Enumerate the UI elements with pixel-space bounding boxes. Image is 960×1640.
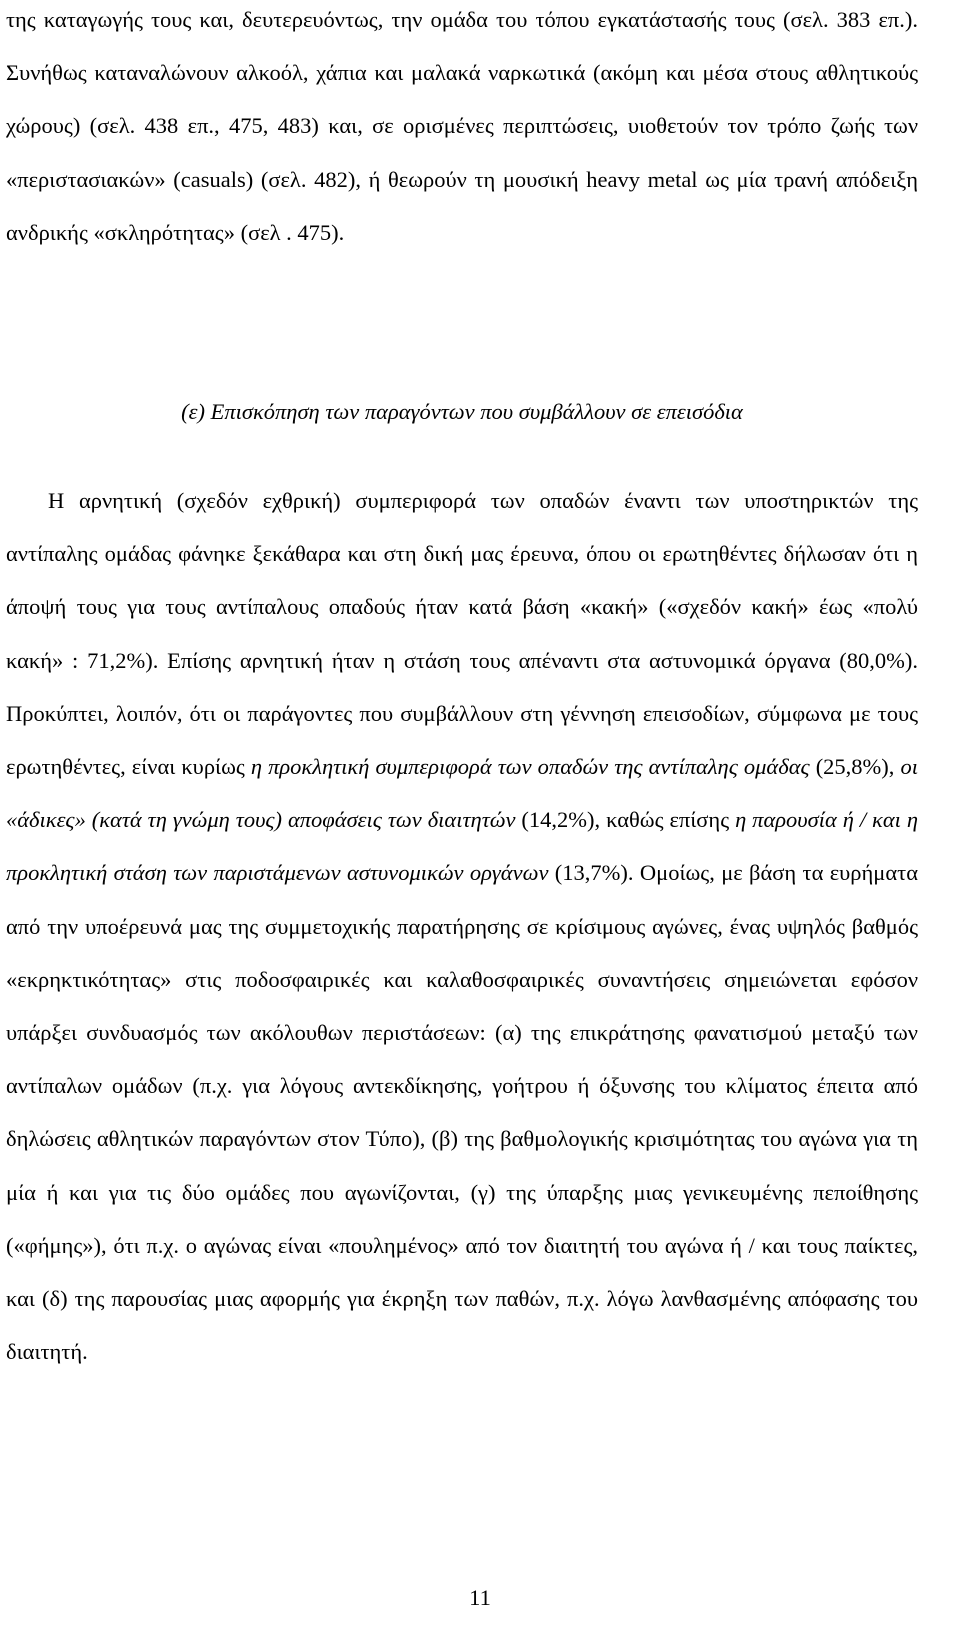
page-number: 11: [469, 1585, 491, 1610]
text-run: (25,8%),: [809, 754, 901, 780]
body-paragraph-main: [6, 474, 918, 1378]
italic-phrase: οι «άδικες» (κατά τη γνώμη τους) αποφάσεις των διαιτητών: [6, 754, 918, 833]
text-run: (13,7%). Ομοίως, με βάση τα ευρήματα από την υποέρευνά μας της συμμετοχικής παρατήρησης σε κρίσιμους αγώνες, ένας υψηλός βαθμός «εκρηκτικότητας» στις ποδοσφαιρικές και καλαθοσφαιρικές συναντήσεις σημειώνεται εφόσον υπάρξει συνδυασμός των ακόλουθων περιστάσεων: (α) της επικράτησης φανατισμού μεταξύ των αντίπαλων ομάδων (π.χ. για λόγους αντεκδίκησης, γοήτρου ή όξυνσης του κλίματος έπειτα από δηλώσεις αθλητικών παραγόντων στον Τύπο), (β) της βαθμολογικής κρισιμότητας του αγώνα για τη μία ή και για τις δύο ομάδες που αγωνίζονται, (γ) της ύπαρξης μιας γενικευμένης πεποίθησης («φήμης»), ότι π.χ. ο αγώνας είναι «πουλημένος» από τον διαιτητή του αγώνα ή / και τους παίκτες, και (δ) της παρουσίας μιας αφορμής για έκρηξη των παθών, π.χ. λόγω λανθασμένης απόφασης του διαιτητή.: [6, 860, 918, 1365]
section-heading: (ε) Επισκόπηση των παραγόντων που συμβάλλουν σε επεισόδια: [181, 399, 743, 424]
italic-phrase: η προκλητική συμπεριφορά των οπαδών της αντίπαλης ομάδας: [250, 754, 810, 780]
text-run: (14,2%), καθώς επίσης: [515, 807, 736, 833]
text-run: Η αρνητική (σχεδόν εχθρική) συμπεριφορά των οπαδών έναντι των υποστηρικτών της αντίπαλης ομάδας φάνηκε ξεκάθαρα και στη δική μας έρευνα, όπου οι ερωτηθέντες δήλωσαν ότι η άποψή τους για τους αντίπαλους οπαδούς ήταν κατά βάση «κακή» («σχεδόν κακή» έως «πολύ κακή» : 71,2%). Επίσης αρνητική ήταν η στάση τους απέναντι στα αστυνομικά όργανα (80,0%). Προκύπτει, λοιπόν, ότι οι παράγοντες που συμβάλλουν στη γέννηση επεισοδίων, σύμφωνα με τους ερωτηθέντες, είναι κυρίως: [6, 488, 918, 780]
document-page: [6, 0, 918, 1365]
body-paragraph-top: της καταγωγής τους και, δευτερευόντως, την ομάδα του τόπου εγκατάστασής τους (σελ. 383 επ.). Συνήθως καταναλώνουν αλκοόλ, χάπια και μαλακά ναρκωτικά (ακόμη και μέσα στους αθλητικούς χώρους) (σελ. 438 επ., 475, 483) και, σε ορισμένες περιπτώσεις, υιοθετούν τον τρόπο ζωής των «περιστασιακών» (casuals) (σελ. 482), ή θεωρούν τη μουσική heavy metal ως μία τρανή απόδειξη ανδρικής «σκληρότητας» (σελ . 475).: [6, 7, 918, 245]
italic-phrase: η παρουσία ή / και η προκλητική στάση των παριστάμενων αστυνομικών οργάνων: [6, 807, 918, 886]
